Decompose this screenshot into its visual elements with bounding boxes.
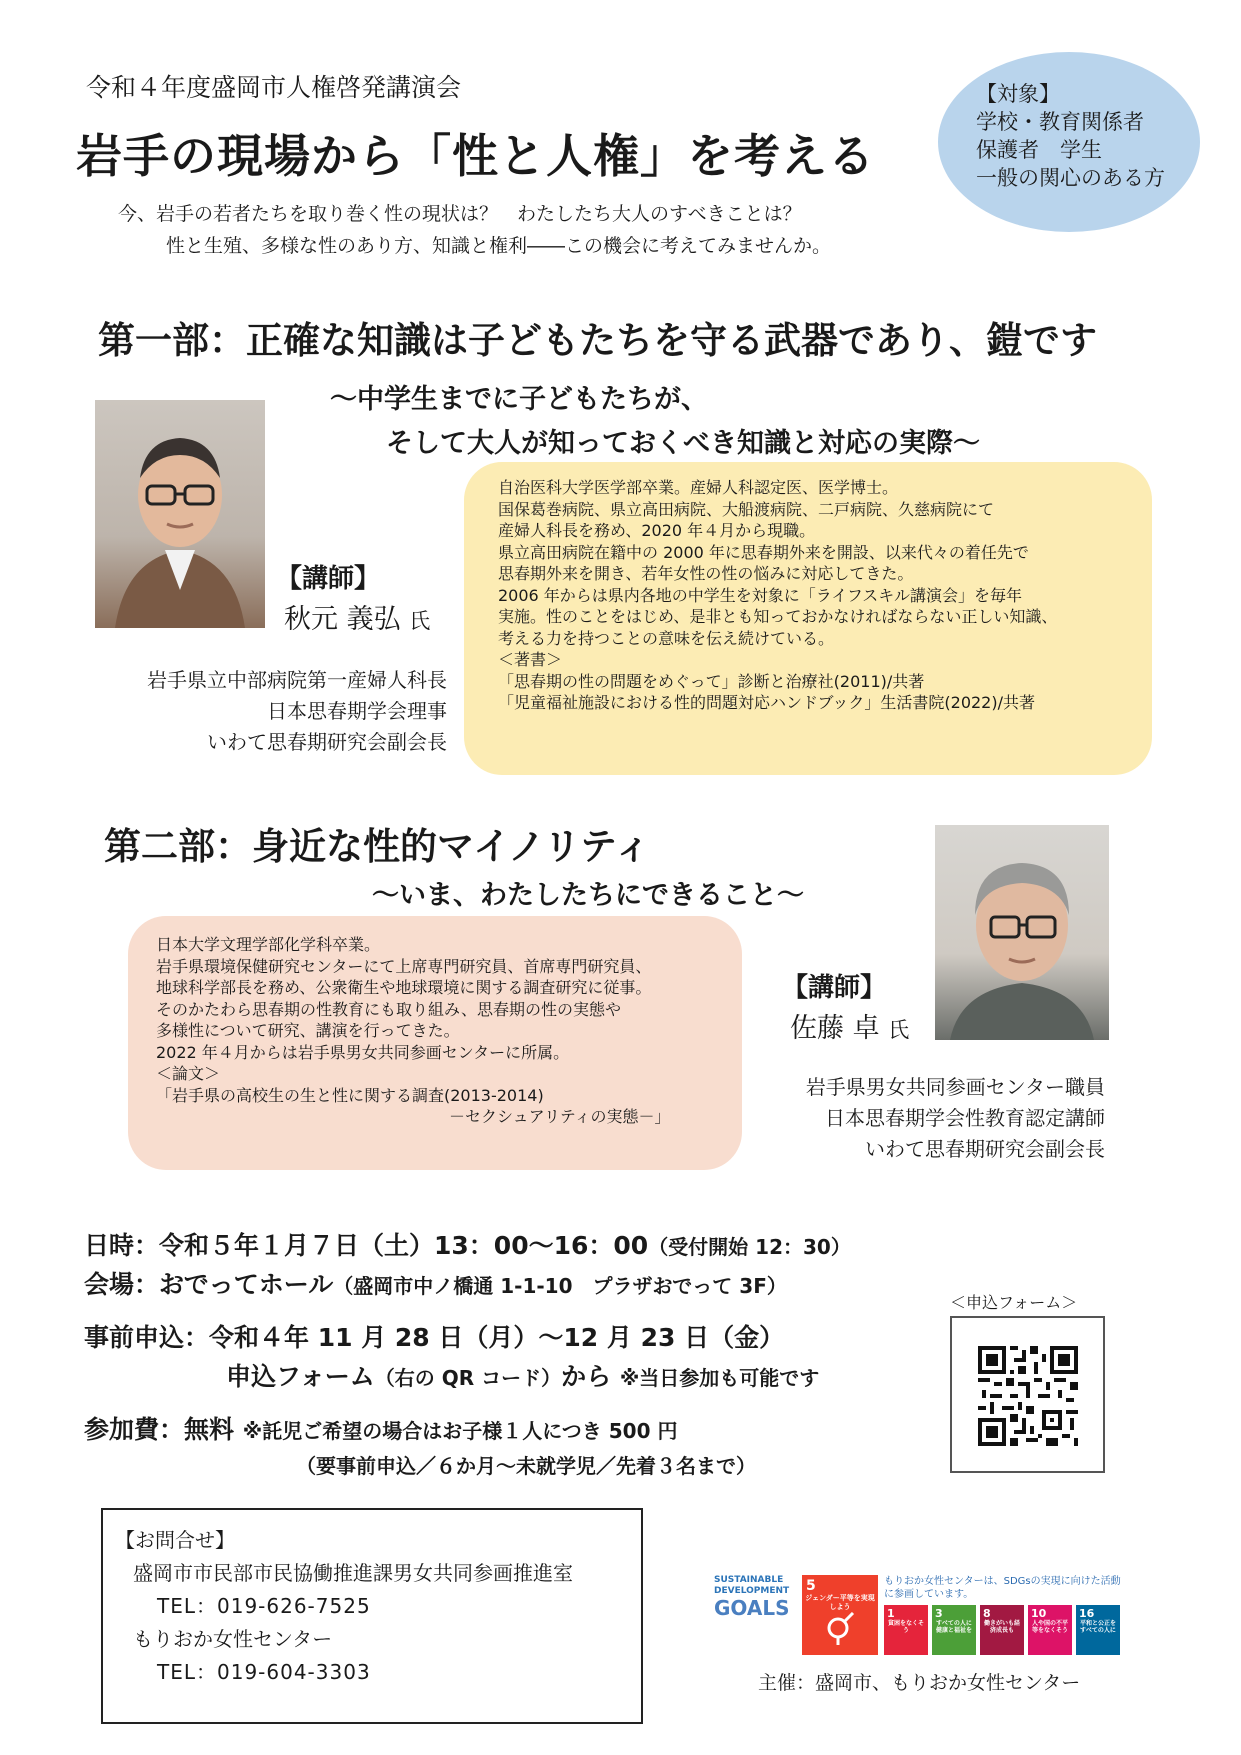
lecturer2-bio-box bbox=[128, 916, 742, 1170]
bio-line: 自治医科大学医学部卒業。産婦人科認定医、医学博士。 bbox=[498, 478, 899, 497]
bio-line: 実施。性のことをはじめ、是非とも知っておかなければならない正しい知識、 bbox=[498, 607, 1058, 626]
apply-label: 事前申込： bbox=[84, 1323, 210, 1352]
form-value: 申込フォーム bbox=[226, 1362, 375, 1391]
part2-subtitle: ～いま、わたしたちにできること～ bbox=[372, 880, 804, 911]
date-label: 日時： bbox=[84, 1231, 160, 1260]
sdgs-note: もりおか女性センターは、SDGsの実現に向けた活動に参画しています。 bbox=[884, 1576, 1121, 1600]
sdg-goal-label: 貧困をなくそう bbox=[887, 1620, 924, 1634]
lecturer1-label: 【講師】 bbox=[276, 564, 381, 594]
part1-subtitle bbox=[330, 378, 980, 466]
contact-heading: 【お問合せ】 bbox=[115, 1528, 235, 1552]
target-line: 学校・教育関係者 bbox=[976, 110, 1144, 134]
sdg-goal-label: 人や国の不平等をなくそう bbox=[1031, 1620, 1068, 1634]
info-date bbox=[84, 1226, 851, 1262]
affiliation-line: 岩手県男女共同参画センター職員 bbox=[805, 1075, 1105, 1099]
sdg-goal-3-tile bbox=[932, 1605, 976, 1655]
sdgs-logo bbox=[714, 1575, 796, 1655]
gender-equality-icon bbox=[820, 1612, 860, 1646]
bio-line: －セクシュアリティの実態－」 bbox=[449, 1107, 671, 1126]
contact-tel: TEL：019-604-3303 bbox=[157, 1660, 371, 1684]
bio-line: 地球科学部長を務め、公衆衛生や地球環境に関する調査研究に従事。 bbox=[156, 978, 652, 997]
sdgs-logo-line: GOALS bbox=[714, 1596, 790, 1620]
bio-line: 多様性について研究、講演を行ってきた。 bbox=[156, 1021, 460, 1040]
info-fee bbox=[84, 1410, 677, 1446]
event-subtitle: 令和４年度盛岡市人権啓発講演会 bbox=[86, 73, 462, 102]
intro-line: 性と生殖、多様な性のあり方、知識と権利――この機会に考えてみませんか。 bbox=[166, 235, 832, 257]
venue-label: 会場： bbox=[84, 1270, 160, 1299]
info-venue bbox=[84, 1265, 787, 1301]
sdgs-logo-line: DEVELOPMENT bbox=[714, 1586, 790, 1596]
host-organizers: 主催：盛岡市、もりおか女性センター bbox=[758, 1672, 1081, 1694]
fee-value: 無料 bbox=[184, 1415, 235, 1444]
bio-line: 2022 年４月からは岩手県男女共同参画センターに所属。 bbox=[156, 1042, 570, 1062]
sdg-goal-8-tile bbox=[980, 1605, 1024, 1655]
sdg-goal-label: 平和と公正をすべての人に bbox=[1079, 1620, 1116, 1634]
affiliation-line: いわて思春期研究会副会長 bbox=[207, 730, 447, 754]
bio-line: 考える力を持つことの意味を伝え続けている。 bbox=[498, 628, 835, 648]
part1-heading: 第一部：正確な知識は子どもたちを守る武器であり、鎧です bbox=[98, 319, 1097, 362]
venue-note: （盛岡市中ノ橋通 1-1-10 プラザおでって 3F） bbox=[333, 1274, 787, 1298]
lecturer2-label: 【講師】 bbox=[782, 973, 887, 1003]
bio-line: 国保葛巻病院、県立高田病院、大船渡病院、二戸病院、久慈病院にて bbox=[498, 499, 995, 519]
contact-tel: TEL：019-626-7525 bbox=[157, 1594, 371, 1618]
lecturer1-affiliations bbox=[100, 665, 447, 758]
bio-line: 県立高田病院在籍中の 2000 年に思春期外来を開設、以来代々の着任先で bbox=[498, 542, 1029, 562]
venue-value: おでってホール bbox=[159, 1270, 334, 1299]
bio-line: そのかたわら思春期の性教育にも取り組み、思春期の性の実態や bbox=[156, 999, 621, 1019]
bio-line: 「思春期の性の問題をめぐって」診断と治療社(2011)/共著 bbox=[498, 671, 925, 691]
qr-code-box[interactable] bbox=[950, 1316, 1105, 1473]
contact-box bbox=[101, 1508, 643, 1724]
part1-subtitle-line: ～中学生までに子どもたちが、 bbox=[330, 384, 708, 415]
sdgs-logo-line: SUSTAINABLE bbox=[714, 1575, 784, 1585]
sdg-goal-1-tile bbox=[884, 1605, 928, 1655]
affiliation-line: 日本思春期学会理事 bbox=[267, 699, 447, 723]
bio-line: 岩手県環境保健研究センターにて上席専門研究員、首席専門研究員、 bbox=[156, 956, 652, 976]
page-title: 岩手の現場から「性と人権」を考える bbox=[76, 129, 875, 183]
qr-caption: ＜申込フォーム＞ bbox=[950, 1293, 1078, 1312]
sdg-goal-number: 8 bbox=[983, 1607, 991, 1620]
bio-line: ＜著書＞ bbox=[498, 650, 563, 669]
honorific: 氏 bbox=[409, 609, 431, 633]
sdg-goal-label: すべての人に健康と福祉を bbox=[935, 1620, 972, 1634]
bio-line: 「児童福祉施設における性的問題対応ハンドブック」生活書院(2022)/共著 bbox=[498, 693, 1035, 712]
part2-heading: 第二部：身近な性的マイノリティ bbox=[104, 825, 651, 868]
fee-label: 参加費： bbox=[84, 1415, 185, 1444]
honorific: 氏 bbox=[888, 1018, 910, 1042]
form-extra: ※当日参加も可能です bbox=[619, 1366, 820, 1390]
info-apply bbox=[84, 1318, 784, 1354]
lecturer1-name bbox=[284, 597, 430, 636]
target-line: 保護者 学生 bbox=[976, 138, 1102, 162]
sdg-goal-5-tile bbox=[802, 1575, 878, 1655]
lecturer1-photo bbox=[95, 400, 265, 628]
contact-org: 盛岡市市民部市民協働推進課男女共同参画推進室 bbox=[133, 1561, 573, 1585]
qr-code-icon[interactable] bbox=[978, 1346, 1078, 1446]
sdg-goal-10-tile bbox=[1028, 1605, 1072, 1655]
lecturer1-name-text: 秋元 義弘 bbox=[284, 604, 401, 635]
bio-line: ＜論文＞ bbox=[156, 1064, 221, 1083]
lecturer1-bio-box bbox=[464, 462, 1152, 775]
info-form bbox=[226, 1357, 819, 1393]
intro-line: 今、岩手の若者たちを取り巻く性の現状は？ わたしたち大人のすべきことは？ bbox=[118, 203, 802, 225]
contact-org: もりおか女性センター bbox=[133, 1627, 333, 1651]
sdg-goal-number: 16 bbox=[1079, 1607, 1095, 1620]
sdg-goal-number: 1 bbox=[887, 1607, 895, 1620]
target-audience-oval bbox=[938, 52, 1200, 232]
lecturer2-name-text: 佐藤 卓 bbox=[790, 1013, 880, 1044]
bio-line: 思春期外来を開き、若年女性の性の悩みに対応してきた。 bbox=[498, 564, 914, 583]
intro-text bbox=[118, 198, 831, 262]
affiliation-line: いわて思春期研究会副会長 bbox=[865, 1137, 1105, 1161]
form-suffix: から bbox=[561, 1362, 612, 1391]
bio-line: 日本大学文理学部化学科卒業。 bbox=[156, 935, 381, 954]
lecturer2-photo bbox=[935, 825, 1109, 1040]
date-value: 令和５年１月７日（土）13：00～16：00 bbox=[159, 1231, 649, 1260]
sdg-goal-label: ジェンダー平等を実現しよう bbox=[805, 1594, 875, 1611]
bio-line: 「岩手県の高校生の生と性に関する調査(2013-2014) bbox=[156, 1085, 544, 1105]
apply-value: 令和４年 11 月 28 日（月）～12 月 23 日（金） bbox=[209, 1323, 785, 1352]
target-heading: 【対象】 bbox=[976, 82, 1060, 106]
affiliation-line: 岩手県立中部病院第一産婦人科長 bbox=[147, 668, 447, 692]
sdg-goal-number: 10 bbox=[1031, 1607, 1047, 1620]
date-note: （受付開始 12：30） bbox=[648, 1235, 851, 1259]
affiliation-line: 日本思春期学会性教育認定講師 bbox=[825, 1106, 1105, 1130]
fee-note-2: （要事前申込／６か月～未就学児／先着３名まで） bbox=[296, 1454, 756, 1478]
bio-line: 産婦人科長を務め、2020 年４月から現職。 bbox=[498, 521, 816, 540]
part1-subtitle-line: そして大人が知っておくべき知識と対応の実際～ bbox=[386, 428, 980, 459]
form-note: （右の QR コード） bbox=[374, 1366, 562, 1390]
fee-note: ※託児ご希望の場合はお子様１人につき 500 円 bbox=[242, 1419, 678, 1443]
bio-line: 2006 年からは県内各地の中学生を対象に「ライフスキル講演会」を毎年 bbox=[498, 585, 1023, 605]
sdg-goal-number: 5 bbox=[806, 1578, 816, 1594]
sdg-goal-label: 働きがいも経済成長も bbox=[983, 1620, 1020, 1634]
sdg-goal-16-tile bbox=[1076, 1605, 1120, 1655]
lecturer2-name bbox=[790, 1006, 909, 1045]
sdgs-banner bbox=[714, 1575, 1128, 1665]
sdg-goal-number: 3 bbox=[935, 1607, 943, 1620]
lecturer2-affiliations bbox=[760, 1072, 1105, 1165]
target-line: 一般の関心のある方 bbox=[976, 166, 1165, 190]
